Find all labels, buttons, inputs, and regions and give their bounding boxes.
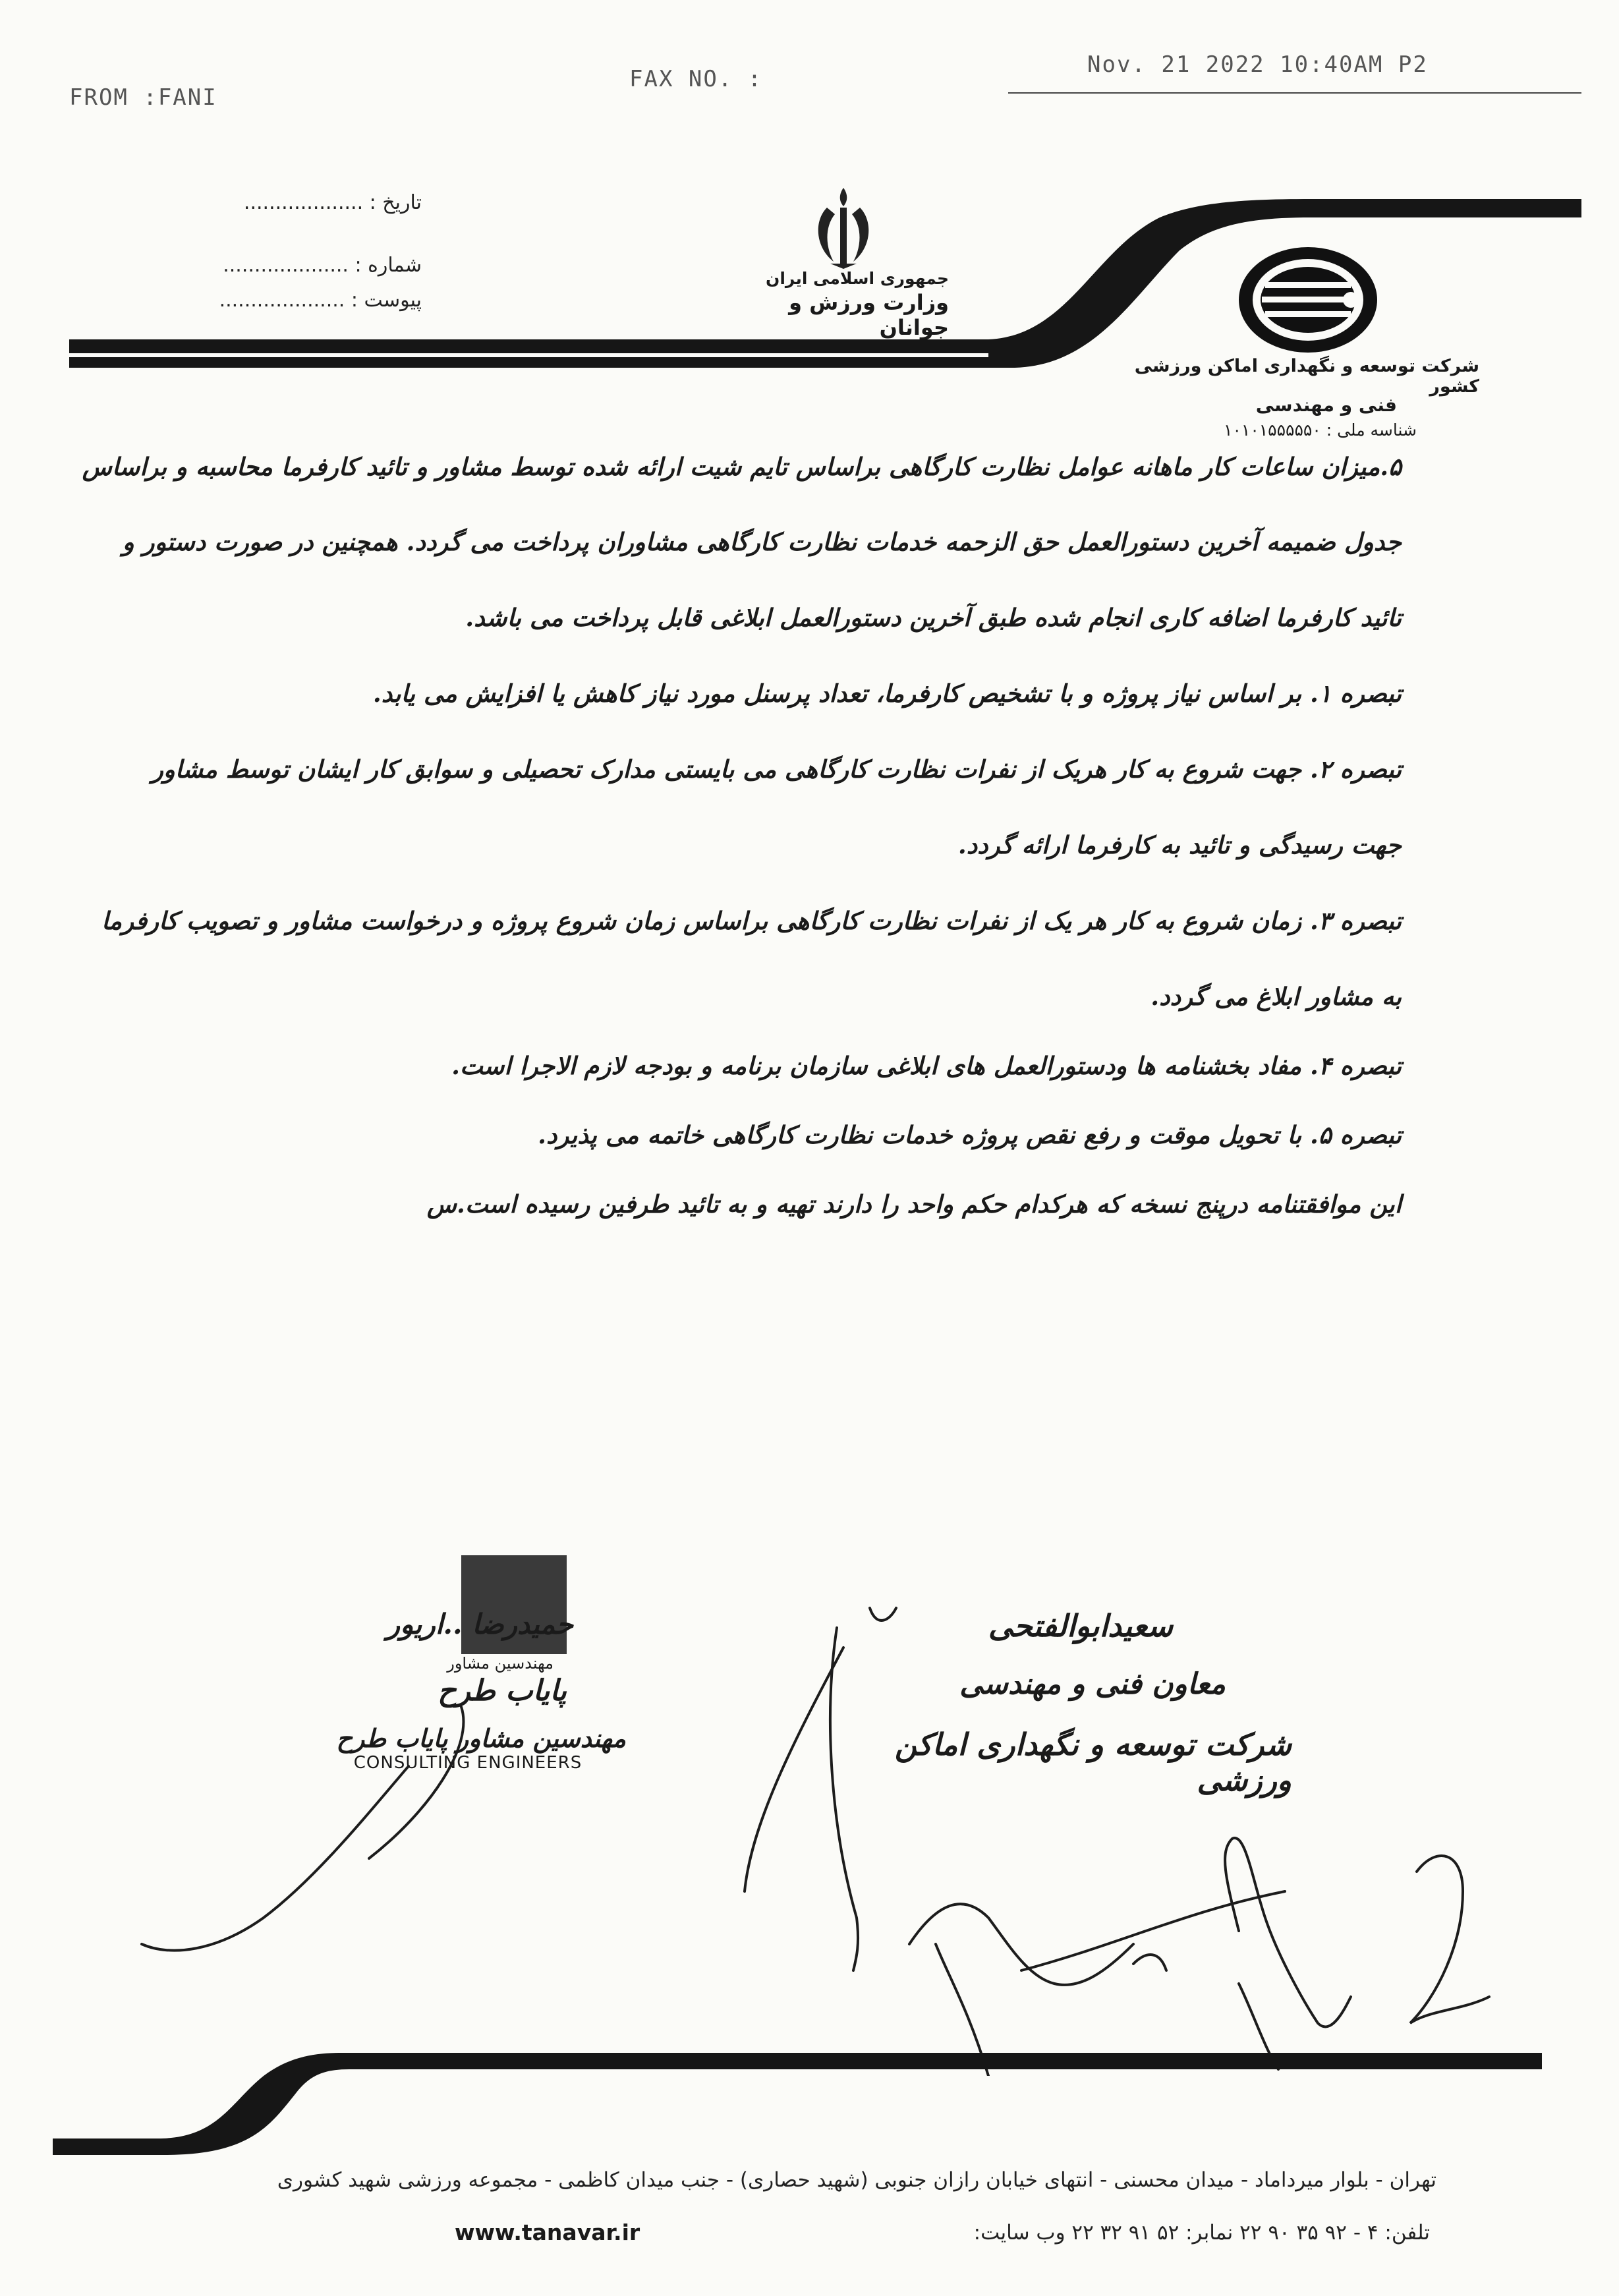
emblem-ministry: وزارت ورزش و جوانان	[789, 290, 949, 340]
handwritten-signatures	[0, 1549, 1619, 2076]
stamp-line-1: مهندسین مشاور	[447, 1654, 554, 1673]
stamp-line-3: مهندسین مشاور پایاب طرح	[336, 1723, 626, 1753]
note-3-cont: به مشاور ابلاغ می گردد.	[1150, 982, 1402, 1011]
body-line-3: تائید کارفرما اضافه کاری انجام شده طبق آخرین دستورالعمل ابلاغی قابل پرداخت می باشد.	[465, 603, 1402, 632]
stamp-english: CONSULTING ENGINEERS	[353, 1753, 582, 1773]
emblem-country: جمهوری اسلامی ایران	[766, 269, 949, 288]
signatory-right-org: شرکت توسعه و نگهداری اماکن ورزشی	[894, 1727, 1292, 1798]
signatory-left-name: حمیدرضا ..اریور	[386, 1608, 573, 1640]
body-line-1: ۵.میزان ساعات کار ماهانه عوامل نظارت کارگاهی براساس تایم شیت ارائه شده توسط مشاور و تائید کارفرما محاسبه و براساس	[82, 452, 1402, 481]
closing-statement: این موافقتنامه درپنج نسخه که هرکدام حکم واحد را دارند تهیه و به تائید طرفین رسیده است.س	[426, 1190, 1402, 1219]
signatory-right-title: معاون فنی و مهندسی	[959, 1667, 1226, 1701]
fax-datetime: Nov. 21 2022 10:40AM P2	[1087, 51, 1428, 78]
fax-number: FAX NO. :	[629, 66, 763, 92]
fax-header-rule	[1008, 92, 1581, 94]
footer-phone: تلفن: ۴ - ۹۲ ۳۵ ۹۰ ۲۲ نمابر: ۵۲ ۹۱ ۳۲ ۲۲ وب سایت:	[973, 2221, 1430, 2245]
date-value: ...................	[243, 191, 364, 214]
stamp-line-2: پایاب طرح	[438, 1674, 567, 1708]
company-name: شرکت توسعه و نگهداری اماکن ورزشی کشور	[1134, 356, 1479, 397]
company-national-id: شناسه ملی : ۱۰۱۰۱۵۵۵۵۵۰	[1224, 420, 1417, 440]
note-2-cont: جهت رسیدگی و تائید به کارفرما ارائه گردد.	[957, 830, 1402, 859]
body-line-2: جدول ضمیمه آخرین دستورالعمل حق الزحمه خدمات نظارت کارگاهی مشاوران پرداخت می گردد. همچنین در صورت دستور و	[122, 527, 1402, 556]
company-department: فنی و مهندسی	[1255, 394, 1397, 416]
attachment-label: پیوست :	[351, 289, 422, 312]
footer-website-link[interactable]: www.tanavar.ir	[455, 2220, 640, 2245]
number-value: ....................	[223, 254, 349, 277]
note-3: تبصره ۳. زمان شروع به کار هر یک از نفرات نظارت کارگاهی براساس زمان شروع پروژه و درخواست مشاور و تصویب کارفرما	[101, 906, 1402, 935]
signatory-right-name: سعیدابوالفتحی	[988, 1608, 1173, 1644]
attachment-value: ....................	[219, 289, 345, 312]
note-5: تبصره ۵. با تحویل موقت و رفع نقص پروژه خدمات نظارت کارگاهی خاتمه می پذیرد.	[538, 1120, 1402, 1149]
note-4: تبصره ۴. مفاد بخشنامه ها ودستورالعمل های ابلاغی سازمان برنامه و بودجه لازم الاجرا است.	[451, 1051, 1402, 1080]
fax-from: FROM :FANI	[69, 84, 217, 111]
date-label: تاریخ :	[369, 191, 422, 214]
number-label: شماره :	[355, 254, 422, 277]
footer-swoosh	[0, 2030, 1619, 2155]
footer-address: تهران - بلوار میرداماد - میدان محسنی - انتهای خیابان رازان جنوبی (شهید حصاری) - جنب میدان کاظمی - مجموعه ورزشی شهید کشوری	[277, 2168, 1436, 2192]
note-1: تبصره ۱. بر اساس نیاز پروژه و با تشخیص کارفرما، تعداد پرسنل مورد نیاز کاهش یا افزایش می یابد.	[372, 679, 1402, 708]
note-2: تبصره ۲. جهت شروع به کار هریک از نفرات نظارت کارگاهی می بایستی مدارک تحصیلی و سوابق کار ایشان توسط مشاور	[151, 755, 1402, 784]
